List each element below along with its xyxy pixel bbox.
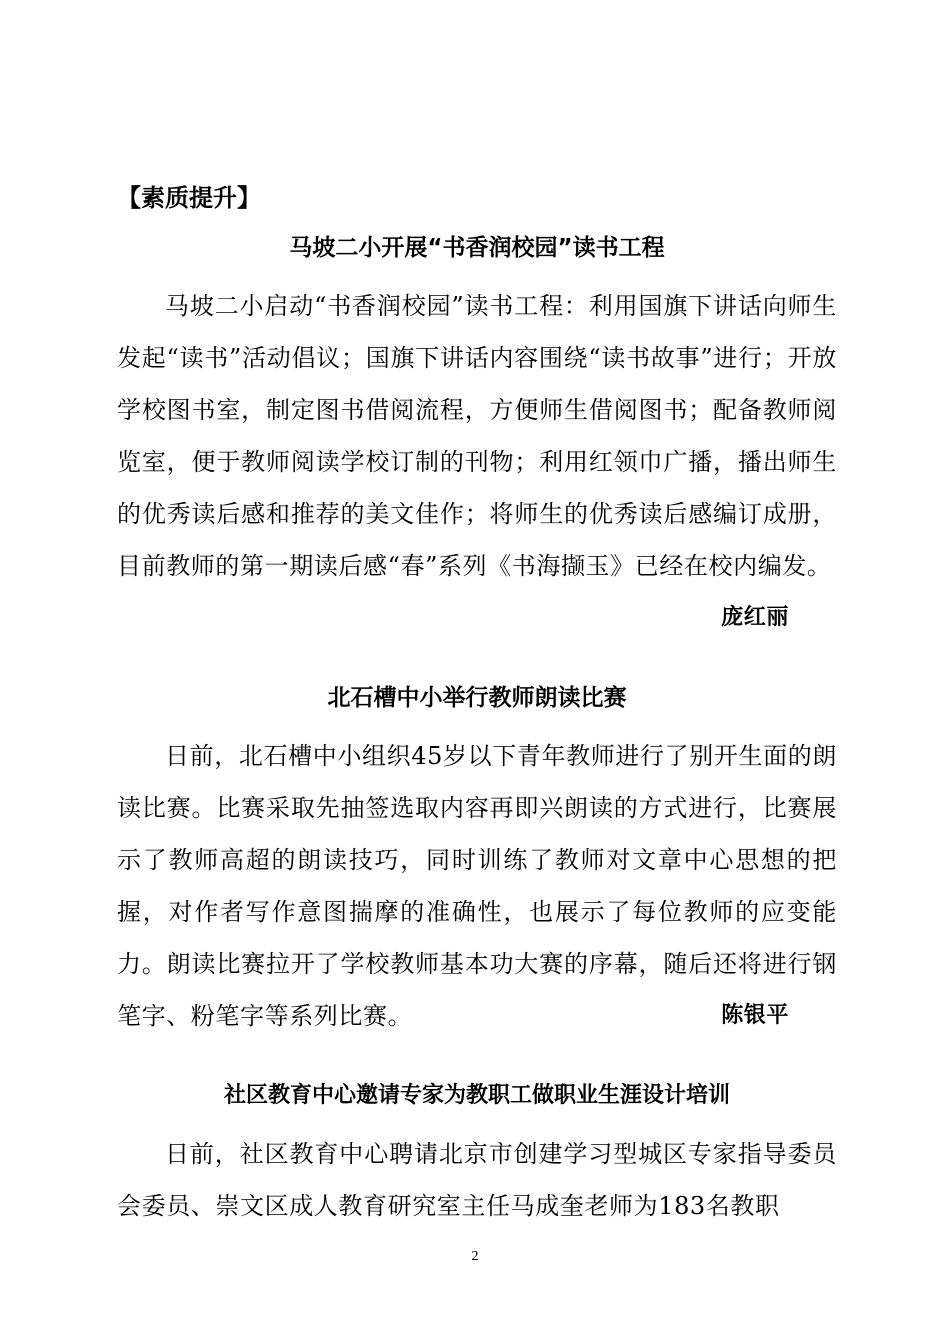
article bbox=[117, 680, 837, 1042]
article-text: 日前，社区教育中心聘请北京市创建学习型城区专家指导委员会委员、崇文区成人教育研究室主任马成奎老师为183名教职 bbox=[117, 1140, 837, 1220]
article-body bbox=[117, 730, 837, 1042]
article-title: 马坡二小开展“书香润校园”读书工程 bbox=[289, 235, 665, 261]
article-title: 北石槽中小举行教师朗读比赛 bbox=[327, 685, 627, 711]
article-text: 马坡二小启动“书香润校园”读书工程：利用国旗下讲话向师生发起“读书”活动倡议；国旗下讲话内容围绕“读书故事”进行；开放学校图书室，制定图书借阅流程，方便师生借阅图书；配备教师阅览室，便于教师阅读学校订制的刊物；利用红领巾广播，播出师生的优秀读后感和推荐的美文佳作；将师生的优秀读后感编订成册，目前教师的第一期读后感“春”系列《书海撷玉》已经在校内编发。 bbox=[117, 292, 837, 580]
author-name: 庞红丽 bbox=[721, 605, 789, 630]
article-body bbox=[117, 280, 837, 630]
article bbox=[117, 1078, 837, 1232]
article-title: 社区教育中心邀请专家为教职工做职业生涯设计培训 bbox=[223, 1083, 730, 1108]
article-body bbox=[117, 1128, 837, 1232]
author-name: 陈银平 bbox=[721, 1003, 789, 1028]
page-number: 2 bbox=[471, 1249, 479, 1264]
article bbox=[117, 230, 837, 644]
section-label: 【素质提升】 bbox=[117, 184, 261, 212]
article-text: 日前，北石槽中小组织45岁以下青年教师进行了别开生面的朗读比赛。比赛采取先抽签选取内容再即兴朗读的方式进行，比赛展示了教师高超的朗读技巧，同时训练了教师对文章中心思想的把握，对作者写作意图揣摩的准确性，也展示了每位教师的应变能力。朗读比赛拉开了学校教师基本功大赛的序幕，随后还将进行钢笔字、粉笔字等系列比赛。 bbox=[117, 742, 837, 1030]
